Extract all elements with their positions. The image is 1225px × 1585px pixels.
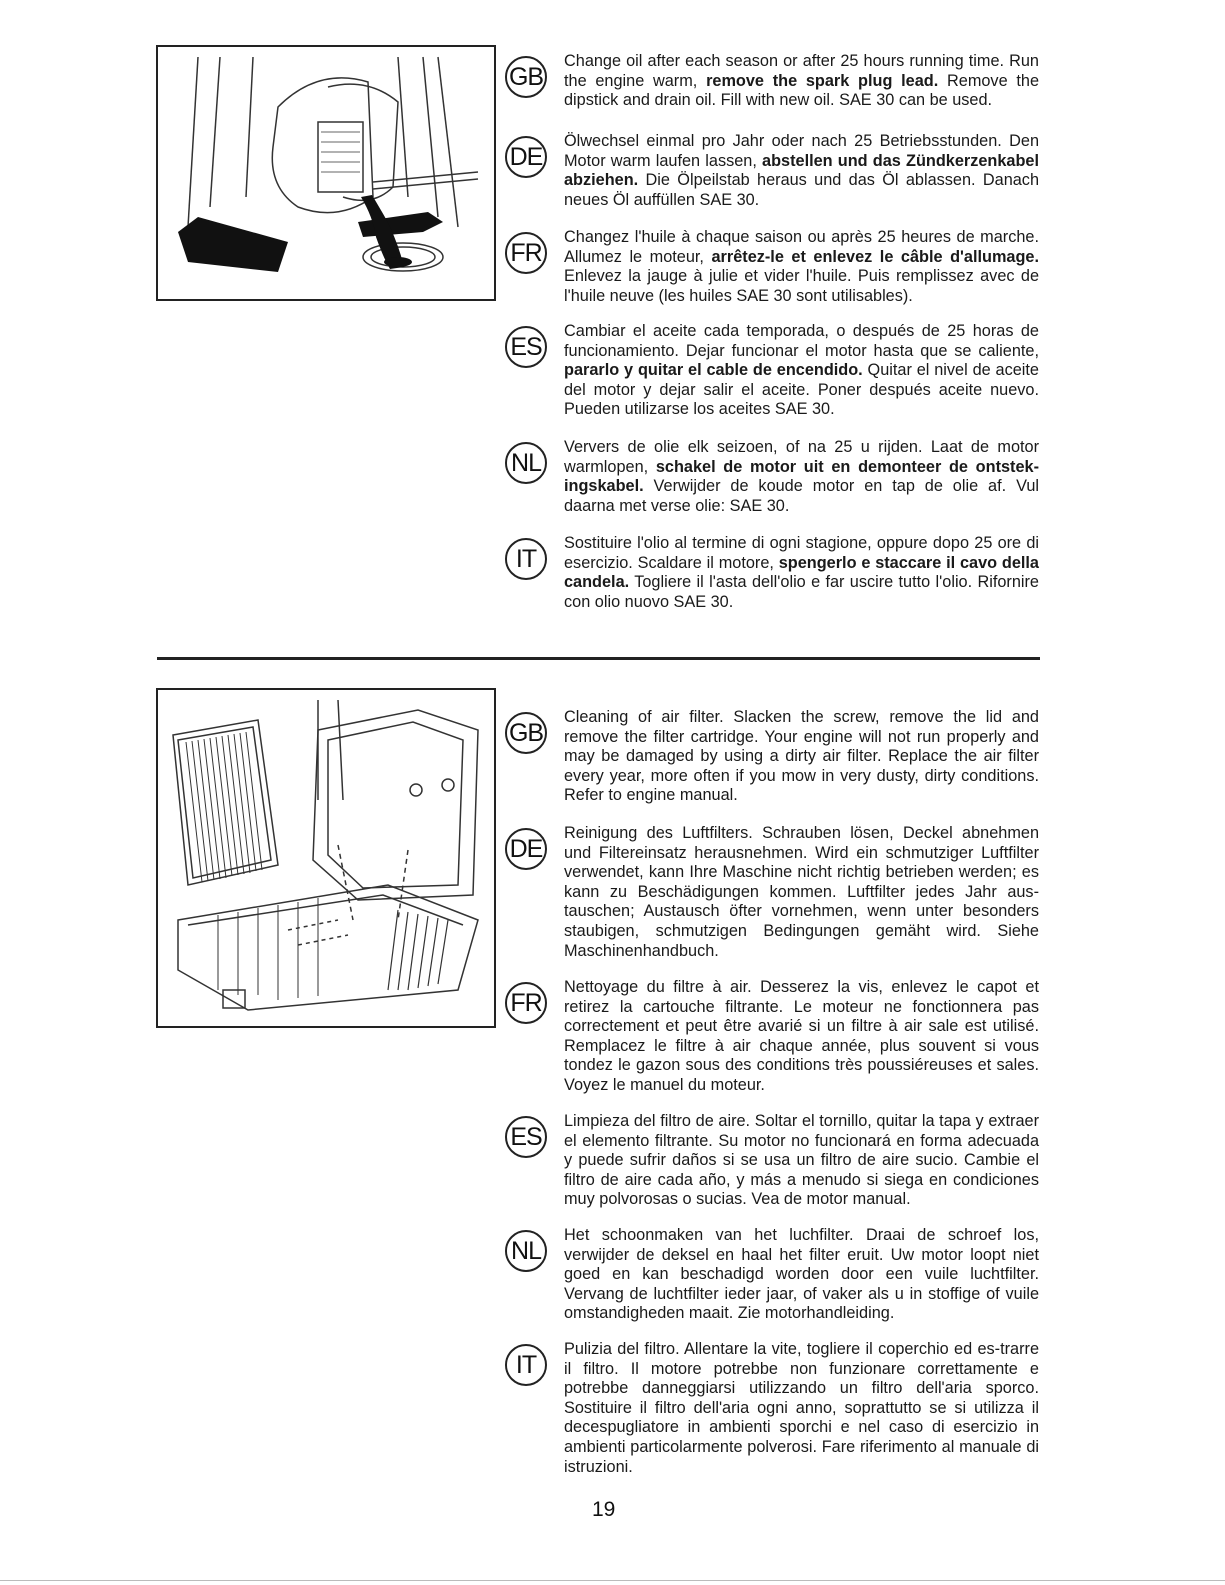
section-divider	[157, 657, 1040, 660]
filter-text-de: Reinigung des Luftfilters. Schrauben lösen, Deckel abnehmen und Filtereinsatz herausnehmen. Wird ein schmutziger Luftfilter verwendet, kann Ihre Maschine nicht richtig betrieben werden; es kann zu Beschädigungen kommen. Luftfilter jedes Jahr aus-tauschen; Austausch öfter vornehmen, wenn unter besonders staubigen, schmutzigen Bedingungen gemäht wird. Siehe Maschinenhandbuch.	[564, 824, 1039, 960]
language-badge-gb: GB	[505, 712, 547, 754]
filter-text-es: Limpieza del filtro de aire. Soltar el tornillo, quitar la tapa y extraer el elemento filtrante. Su motor no funcionará en forma adecuada y puede sufrir daños si se usa un filtro de aire sucio. Cambie el filtro de aire cada año, y más a menudo si siega en condiciones muy polvorosas o sucias. Vea de motor manual.	[564, 1112, 1039, 1209]
language-badge-es: ES	[505, 326, 547, 368]
filter-text-nl: Het schoonmaken van het luchfilter. Draai de schroef los, verwijder de deksel en haal het filter eruit. Uw motor loopt niet goed en kan beschadigd worden door een vuile luchtfilter. Vervang de luchtfilter ieder jaar, of vaker als u in stoffige of vuile omstandigheden maait. Zie motorhandleiding.	[564, 1226, 1039, 1323]
language-badge-de: DE	[505, 828, 547, 870]
oil-text-es: Cambiar el aceite cada temporada, o después de 25 horas de funcionamiento. Dejar funcionar el motor hasta que se caliente, pararlo y quitar el cable de encendido. Quitar el nivel de aceite del motor y dejar salir el aceite. Poner después aceite nuevo. Pueden utilizarse los aceites SAE 30.	[564, 322, 1039, 419]
language-badge-fr: FR	[505, 982, 547, 1024]
language-badge-it: IT	[505, 538, 547, 580]
oil-text-it: Sostituire l'olio al termine di ogni stagione, oppure dopo 25 ore di esercizio. Scaldare il motore, spengerlo e staccare il cavo della candela. Togliere il l'asta dell'olio e far uscire tutto l'olio. Rifornire con olio nuovo SAE 30.	[564, 534, 1039, 611]
language-badge-nl: NL	[505, 442, 547, 484]
air-filter-illustration	[156, 688, 496, 1028]
page-bottom-edge	[0, 1580, 1225, 1581]
language-badge-fr: FR	[505, 232, 547, 274]
air-filter-drawing	[158, 690, 494, 1026]
filter-text-it: Pulizia del filtro. Allentare la vite, togliere il coperchio ed es-trarre il filtro. Il motore potrebbe non funzionare correttamente e potrebbe danneggiarsi utilizzando un filtro dell'aria sporco. Sostituire il filtro dell'aria ogni anno, soprattutto se si utilizza il decespugliatore in ambienti sporchi e nel caso di esercizio in ambienti particolarmente polverosi. Fare riferimento al manuale di istruzioni.	[564, 1340, 1039, 1476]
filter-text-fr: Nettoyage du filtre à air. Desserez la vis, enlevez le capot et retirez la cartouche filtrante. Le moteur ne fonctionnera pas correctement et peut être avarié si un filtre à air sale est utilisé. Remplacez le filtre à air chaque année, plus souvent si vous tondez le gazon sous des conditions très poussiéreuses et sales. Voyez le manuel du moteur.	[564, 978, 1039, 1094]
oil-change-illustration	[156, 45, 496, 301]
oil-text-nl: Ververs de olie elk seizoen, of na 25 u rijden. Laat de motor warmlopen, schakel de motor uit en demonteer de ontstek-ingskabel. Verwijder de koude motor en tap de olie af. Vul daarna met verse olie: SAE 30.	[564, 438, 1039, 515]
language-badge-gb: GB	[505, 56, 547, 98]
filter-text-gb: Cleaning of air filter. Slacken the screw, remove the lid and remove the filter cartridge. Your engine will not run properly and may be damaged by using a dirty air filter. Replace the air filter every year, more often if you mow in very dusty, dirty conditions. Refer to engine manual.	[564, 708, 1039, 805]
oil-text-de: Ölwechsel einmal pro Jahr oder nach 25 Betriebsstunden. Den Motor warm laufen lassen, abstellen und das Zündkerzenkabel abziehen. Die Ölpeilstab heraus und das Öl ablassen. Danach neues Öl auffüllen SAE 30.	[564, 132, 1039, 209]
language-badge-it: IT	[505, 1344, 547, 1386]
oil-text-fr: Changez l'huile à chaque saison ou après 25 heures de marche. Allumez le moteur, arrêtez-le et enlevez le câble d'allumage. Enlevez la jauge à julie et vider l'huile. Puis remplissez avec de l'huile neuve (les huiles SAE 30 sont utilisables).	[564, 228, 1039, 305]
language-badge-es: ES	[505, 1116, 547, 1158]
language-badge-nl: NL	[505, 1230, 547, 1272]
language-badge-de: DE	[505, 136, 547, 178]
oil-drain-drawing	[158, 47, 494, 299]
oil-text-gb: Change oil after each season or after 25 hours running time. Run the engine warm, remove the spark plug lead. Remove the dipstick and drain oil. Fill with new oil. SAE 30 can be used.	[564, 52, 1039, 110]
page-number: 19	[592, 1498, 616, 1521]
